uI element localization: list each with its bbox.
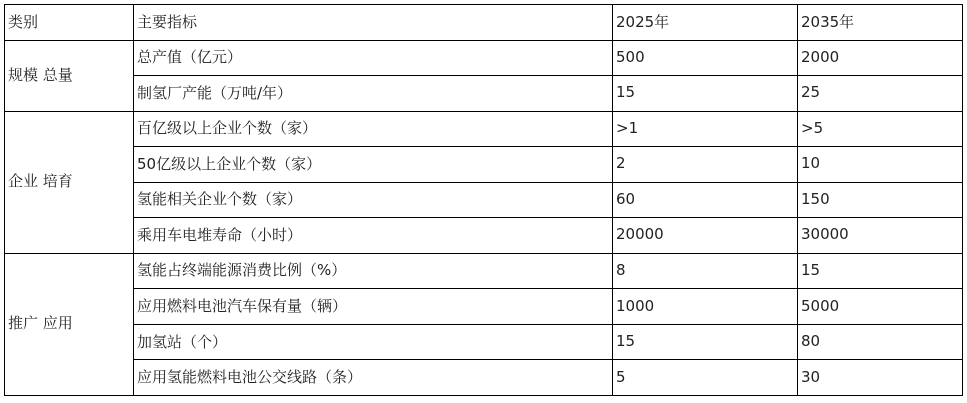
indicator-cell: 乘用车电堆寿命（小时）	[134, 218, 613, 254]
value-2035-cell: 25	[798, 76, 963, 112]
table-row	[5, 218, 963, 254]
value-2025-cell: 15	[613, 324, 798, 360]
header-cell-category: 类别	[5, 5, 134, 41]
value-2035-cell: 80	[798, 324, 963, 360]
category-cell-enterprise-cultivation: 企业 培育	[5, 111, 134, 253]
table-row	[5, 360, 963, 396]
value-2025-cell: 5	[613, 360, 798, 396]
value-2035-cell: 30	[798, 360, 963, 396]
table-row	[5, 182, 963, 218]
table-row	[5, 40, 963, 76]
indicator-cell: 总产值（亿元）	[134, 40, 613, 76]
table-row	[5, 289, 963, 325]
indicator-cell: 应用氢能燃料电池公交线路（条）	[134, 360, 613, 396]
header-cell-2035: 2035年	[798, 5, 963, 41]
value-2025-cell: 20000	[613, 218, 798, 254]
table-row	[5, 76, 963, 112]
table-row	[5, 324, 963, 360]
header-cell-2025: 2025年	[613, 5, 798, 41]
value-2025-cell: 1000	[613, 289, 798, 325]
header-cell-indicator: 主要指标	[134, 5, 613, 41]
indicator-cell: 氢能占终端能源消费比例（%）	[134, 253, 613, 289]
value-2035-cell: 10	[798, 147, 963, 183]
category-cell-scale-total: 规模 总量	[5, 40, 134, 111]
value-2025-cell: 60	[613, 182, 798, 218]
indicator-cell: 50亿级以上企业个数（家）	[134, 147, 613, 183]
indicator-cell: 加氢站（个）	[134, 324, 613, 360]
indicator-cell: 制氢厂产能（万吨/年）	[134, 76, 613, 112]
value-2035-cell: 15	[798, 253, 963, 289]
value-2025-cell: 15	[613, 76, 798, 112]
value-2025-cell: 8	[613, 253, 798, 289]
indicator-cell: 氢能相关企业个数（家）	[134, 182, 613, 218]
table-row	[5, 147, 963, 183]
value-2035-cell: 150	[798, 182, 963, 218]
indicator-cell: 应用燃料电池汽车保有量（辆）	[134, 289, 613, 325]
table-row	[5, 253, 963, 289]
value-2025-cell: 2	[613, 147, 798, 183]
value-2035-cell: 5000	[798, 289, 963, 325]
indicators-table	[4, 4, 963, 396]
table-row	[5, 111, 963, 147]
indicator-cell: 百亿级以上企业个数（家）	[134, 111, 613, 147]
value-2035-cell: 30000	[798, 218, 963, 254]
category-cell-promotion-application: 推广 应用	[5, 253, 134, 395]
value-2025-cell: >1	[613, 111, 798, 147]
value-2035-cell: 2000	[798, 40, 963, 76]
header-row	[5, 5, 963, 41]
value-2025-cell: 500	[613, 40, 798, 76]
value-2035-cell: >5	[798, 111, 963, 147]
